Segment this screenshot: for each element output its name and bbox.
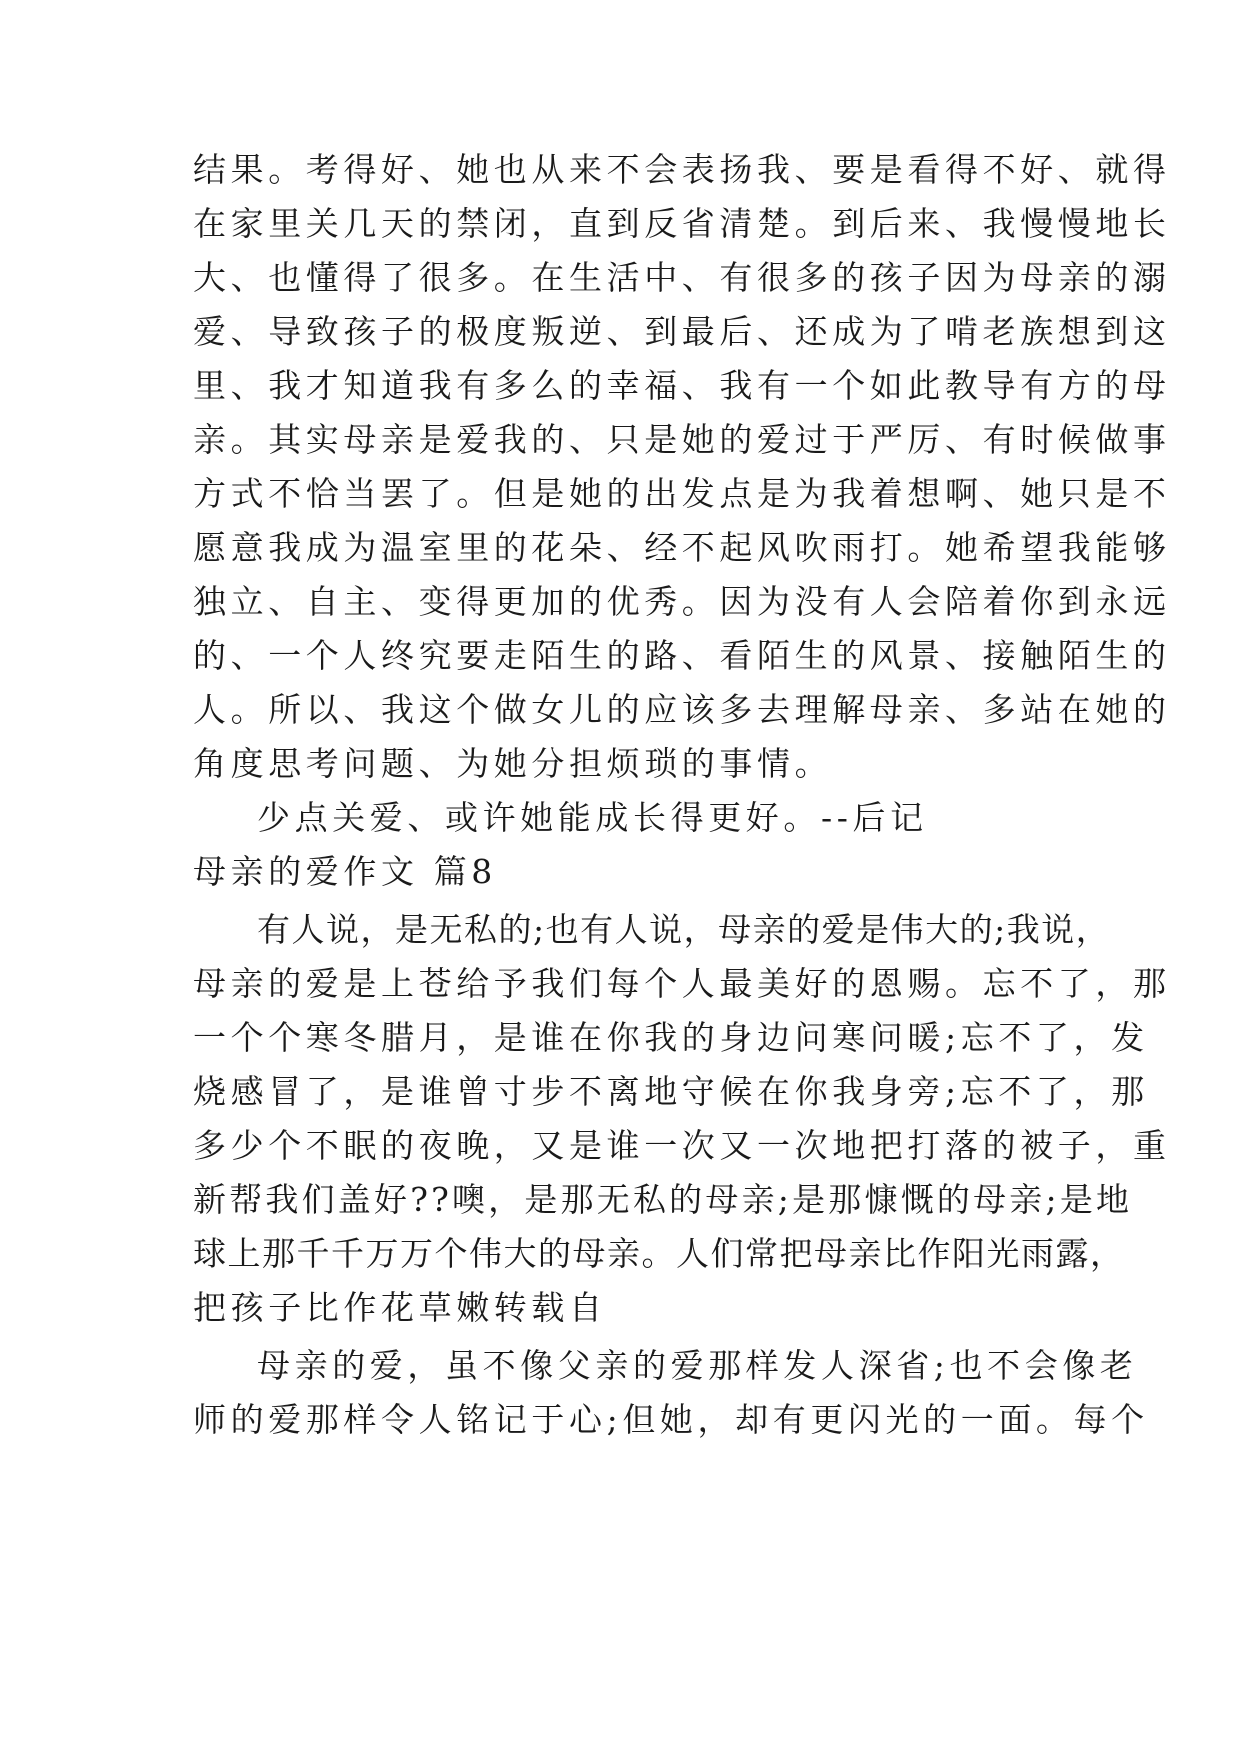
text-line: 大、也懂得了很多。在生活中、有很多的孩子因为母亲的溺 — [193, 258, 1171, 297]
text-line: 有人说，是无私的;也有人说，母亲的爱是伟大的;我说， — [257, 910, 1111, 949]
text-line: 爱、导致孩子的极度叛逆、到最后、还成为了啃老族想到这 — [193, 312, 1171, 351]
text-line: 愿意我成为温室里的花朵、经不起风吹雨打。她希望我能够 — [193, 528, 1171, 567]
text-line: 母亲的爱，虽不像父亲的爱那样发人深省;也不会像老 — [257, 1346, 1138, 1385]
text-line: 独立、自主、变得更加的优秀。因为没有人会陪着你到永远 — [193, 582, 1171, 621]
text-line: 亲。其实母亲是爱我的、只是她的爱过于严厉、有时候做事 — [193, 420, 1171, 459]
text-line: 在家里关几天的禁闭，直到反省清楚。到后来、我慢慢地长 — [193, 204, 1171, 243]
text-line: 把孩子比作花草嫩转载自 — [193, 1288, 607, 1327]
text-line: 母亲的爱是上苍给予我们每个人最美好的恩赐。忘不了，那 — [193, 964, 1171, 1003]
text-line: 里、我才知道我有多么的幸福、我有一个如此教导有方的母 — [193, 366, 1171, 405]
text-line: 一个个寒冬腊月，是谁在你我的身边问寒问暖;忘不了，发 — [193, 1018, 1149, 1057]
text-line: 师的爱那样令人铭记于心;但她，却有更闪光的一面。每个 — [193, 1400, 1149, 1439]
text-line: 人。所以、我这个做女儿的应该多去理解母亲、多站在她的 — [193, 690, 1171, 729]
text-line: 少点关爱、或许她能成长得更好。--后记 — [257, 798, 928, 837]
text-line: 的、一个人终究要走陌生的路、看陌生的风景、接触陌生的 — [193, 636, 1171, 675]
text-line: 新帮我们盖好??噢，是那无私的母亲;是那慷慨的母亲;是地 — [193, 1180, 1133, 1219]
text-line: 方式不恰当罢了。但是她的出发点是为我着想啊、她只是不 — [193, 474, 1171, 513]
section-heading: 母亲的爱作文 篇8 — [193, 852, 497, 891]
text-line: 结果。考得好、她也从来不会表扬我、要是看得不好、就得 — [193, 150, 1171, 189]
text-line: 球上那千千万万个伟大的母亲。人们常把母亲比作阳光雨露， — [193, 1234, 1125, 1273]
text-line: 角度思考问题、为她分担烦琐的事情。 — [193, 744, 833, 783]
text-line: 烧感冒了，是谁曾寸步不离地守候在你我身旁;忘不了，那 — [193, 1072, 1149, 1111]
text-line: 多少个不眠的夜晚，又是谁一次又一次地把打落的被子，重 — [193, 1126, 1171, 1165]
